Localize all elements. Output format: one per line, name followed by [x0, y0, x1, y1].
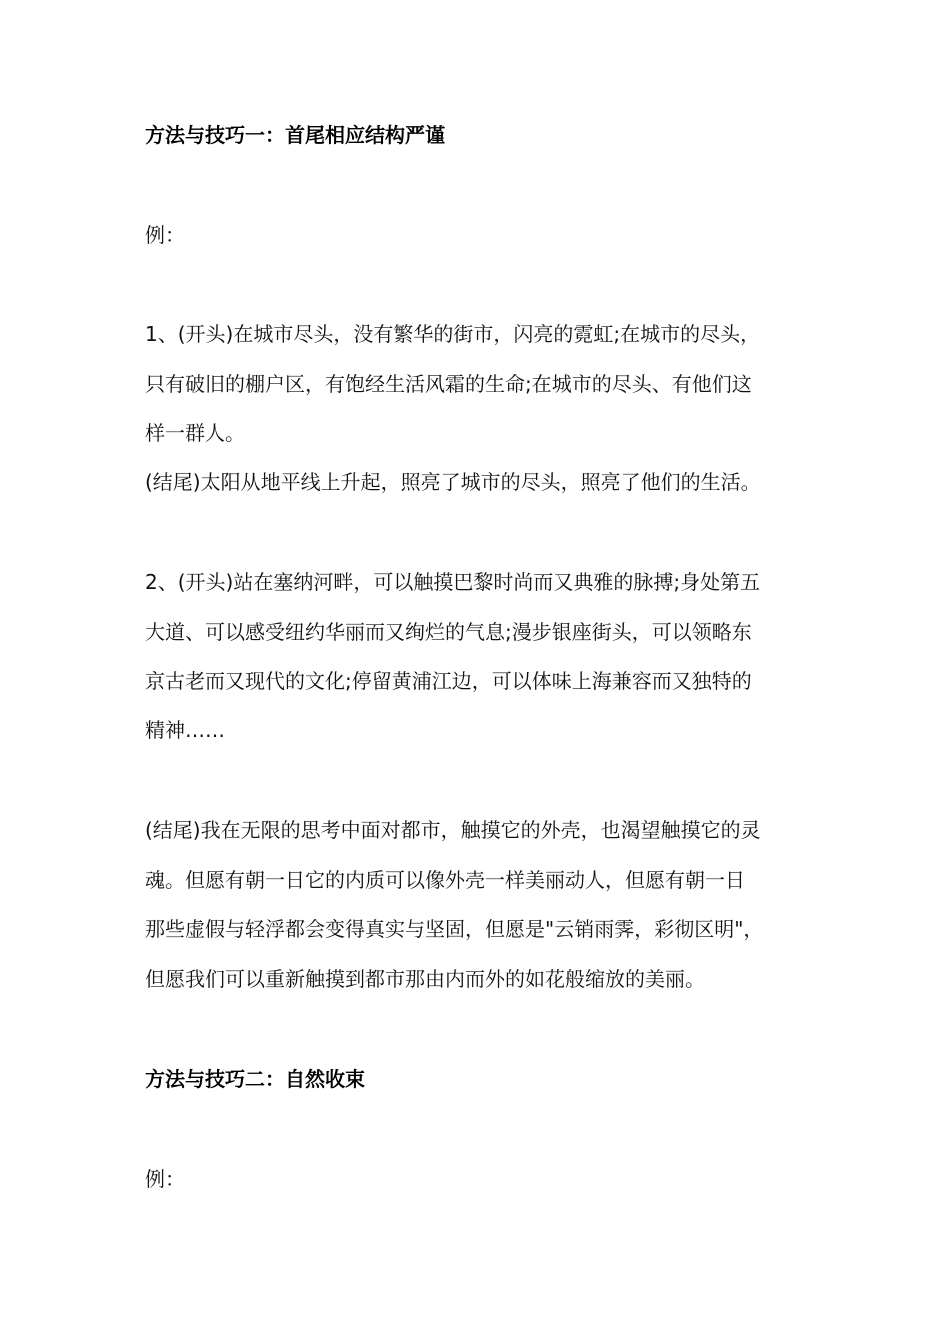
example-label-1: 例：	[145, 223, 185, 247]
text-line: 精神……	[145, 718, 225, 742]
section-heading-2: 方法与技巧二：自然收束	[145, 1067, 365, 1091]
text-line: (结尾)我在无限的思考中面对都市，触摸它的外壳，也渴望触摸它的灵	[145, 818, 761, 842]
text-line: 样一群人。	[145, 421, 245, 445]
section-heading-1: 方法与技巧一：首尾相应结构严谨	[145, 123, 445, 147]
text-line: 京古老而又现代的文化;停留黄浦江边，可以体味上海兼容而又独特的	[145, 669, 752, 693]
text-line: 只有破旧的棚户区，有饱经生活风霜的生命;在城市的尽头、有他们这	[145, 372, 752, 396]
text-line: 魂。但愿有朝一日它的内质可以像外壳一样美丽动人，但愿有朝一日	[145, 868, 745, 892]
text-line: 但愿我们可以重新触摸到都市那由内而外的如花般缩放的美丽。	[145, 967, 705, 991]
text-line: 1、(开头)在城市尽头，没有繁华的街市，闪亮的霓虹;在城市的尽头，	[145, 322, 761, 346]
text-line: 大道、可以感受纽约华丽而又绚烂的气息;漫步银座街头，可以领略东	[145, 620, 752, 644]
example-label-2: 例：	[145, 1167, 185, 1191]
text-line: 2、(开头)站在塞纳河畔，可以触摸巴黎时尚而又典雅的脉搏;身处第五	[145, 570, 761, 594]
text-line: 那些虚假与轻浮都会变得真实与坚固，但愿是"云销雨霁，彩彻区明"，	[145, 917, 764, 941]
text-line: (结尾)太阳从地平线上升起，照亮了城市的尽头，照亮了他们的生活。	[145, 470, 761, 494]
